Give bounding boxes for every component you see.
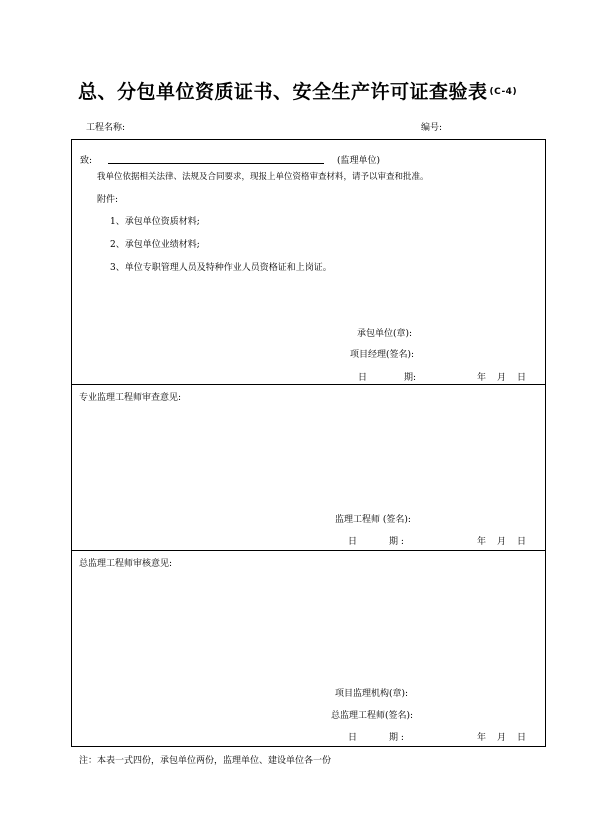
to-label: 致: bbox=[80, 156, 93, 166]
supervision-org-seal-label: 项目监理机构(章): bbox=[335, 689, 409, 699]
form-table bbox=[71, 139, 546, 747]
date-year: 年 bbox=[477, 733, 487, 743]
date-label-day: 日 bbox=[348, 537, 358, 547]
engineer-review-heading: 专业监理工程师审查意见: bbox=[79, 393, 182, 403]
contractor-seal-label: 承包单位(章): bbox=[357, 329, 413, 339]
recipient-note: (监理单位) bbox=[337, 156, 381, 166]
recipient-line bbox=[108, 163, 324, 164]
date-label-period: 期 : bbox=[389, 537, 404, 547]
request-body-text: 我单位依据相关法律、法规及合同要求，现报上单位资格审查材料，请予以审查和批准。 bbox=[97, 172, 429, 182]
attachment-item-2: 2、承包单位业绩材料; bbox=[110, 240, 200, 250]
date-year: 年 bbox=[477, 373, 487, 383]
date-month: 月 bbox=[497, 733, 507, 743]
attachment-item-1: 1、承包单位资质材料; bbox=[110, 217, 200, 227]
attachments-label: 附件: bbox=[97, 195, 119, 205]
section-divider-1 bbox=[72, 384, 545, 385]
date-year: 年 bbox=[477, 537, 487, 547]
date-day: 日 bbox=[517, 733, 527, 743]
date-month: 月 bbox=[497, 537, 507, 547]
date-label-period: 期: bbox=[404, 373, 417, 383]
number-label: 编号: bbox=[421, 123, 443, 133]
engineer-signature-label: 监理工程师 (签名): bbox=[335, 515, 411, 525]
section-divider-2 bbox=[72, 550, 545, 551]
form-code: (C-4) bbox=[489, 87, 518, 97]
project-name-label: 工程名称: bbox=[86, 123, 126, 133]
date-label-period: 期 : bbox=[389, 733, 404, 743]
attachment-item-3: 3、单位专职管理人员及特种作业人员资格证和上岗证。 bbox=[110, 263, 332, 273]
title-text: 总、分包单位资质证书、安全生产许可证查验表 bbox=[78, 81, 488, 103]
project-manager-signature-label: 项目经理(签名): bbox=[350, 350, 415, 360]
chief-review-heading: 总监理工程师审核意见: bbox=[79, 559, 173, 569]
date-month: 月 bbox=[497, 373, 507, 383]
chief-engineer-signature-label: 总监理工程师(签名): bbox=[331, 711, 414, 721]
form-title bbox=[78, 77, 517, 104]
date-label-day: 日 bbox=[358, 373, 368, 383]
date-day: 日 bbox=[517, 537, 527, 547]
footer-note: 注：本表一式四份，承包单位两份，监理单位、建设单位各一份 bbox=[79, 756, 332, 766]
date-label-day: 日 bbox=[348, 733, 358, 743]
date-day: 日 bbox=[517, 373, 527, 383]
